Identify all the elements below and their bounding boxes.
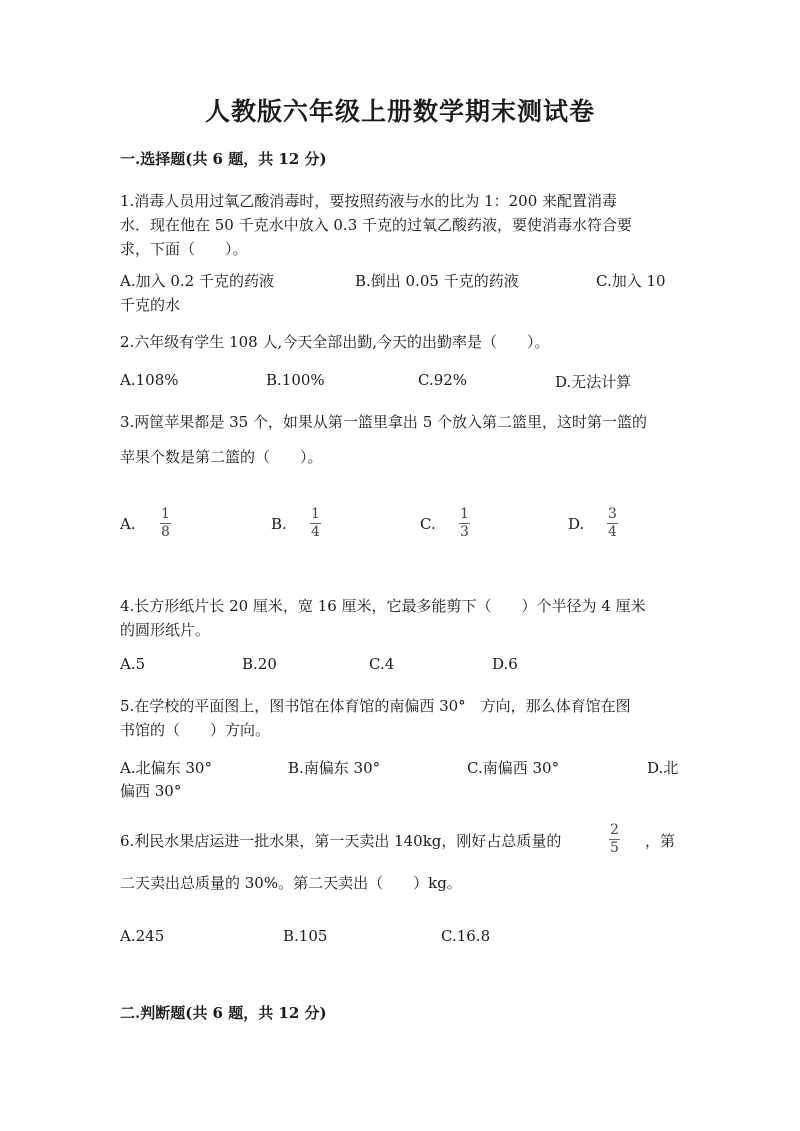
q3-text-line-1: 3.两筐苹果都是 35 个，如果从第一篮里拿出 5 个放入第二篮里，这时第一篮的	[120, 413, 648, 431]
q3-option-b-fraction	[310, 507, 321, 540]
q6-text-line-1-tail: ，第	[645, 832, 676, 850]
q3-option-a-fraction	[160, 507, 171, 540]
fraction-denominator: 4	[311, 524, 320, 540]
q4-option-a: A.5	[120, 655, 146, 673]
q1-text-line-2: 水．现在他在 50 千克水中放入 0.3 千克的过氧乙酸药液，要使消毒水符合要	[120, 216, 633, 234]
section-2-heading: 二.判断题(共 6 题，共 12 分)	[120, 1004, 327, 1022]
q3-text-line-2: 苹果个数是第二篮的（ ）。	[120, 448, 323, 466]
q6-text-line-2: 二天卖出总质量的 30%。第二天卖出（ ）kg。	[120, 874, 462, 892]
q6-option-c: C.16.8	[441, 927, 491, 945]
q2-option-c: C.92%	[418, 371, 468, 389]
q1-option-a: A.加入 0.2 千克的药液	[120, 272, 274, 290]
fraction-numerator: 1	[161, 506, 170, 522]
q1-text-line-3: 求，下面（ ）。	[120, 240, 248, 258]
section-1-heading: 一.选择题(共 6 题，共 12 分)	[120, 150, 327, 168]
q2-text: 2.六年级有学生 108 人,今天全部出勤,今天的出勤率是（ ）。	[120, 333, 550, 351]
q6-option-b: B.105	[283, 927, 328, 945]
q4-text-line-1: 4.长方形纸片长 20 厘米，宽 16 厘米，它最多能剪下（ ）个半径为 4 厘米	[120, 597, 646, 615]
q6-option-a: A.245	[120, 927, 165, 945]
q4-text-line-2: 的圆形纸片。	[120, 621, 211, 639]
page-title: 人教版六年级上册数学期末测试卷	[204, 97, 595, 126]
fraction-numerator: 3	[608, 506, 617, 522]
q3-option-d-fraction	[607, 507, 618, 540]
q2-option-b: B.100%	[266, 371, 325, 389]
q6-text-line-1: 6.利民水果店运进一批水果，第一天卖出 140kg，刚好占总质量的	[120, 832, 562, 850]
q3-option-a-label: A.	[120, 515, 136, 533]
q5-option-d-continued: 偏西 30°	[120, 782, 182, 800]
fraction-numerator: 1	[311, 506, 320, 522]
q1-text-line-1: 1.消毒人员用过氧乙酸消毒时，要按照药液与水的比为 1：200 来配置消毒	[120, 192, 618, 210]
q2-option-d: D.无法计算	[555, 373, 632, 391]
q1-option-b: B.倒出 0.05 千克的药液	[355, 272, 519, 290]
q5-option-a: A.北偏东 30°	[120, 759, 212, 777]
q1-option-c-continued: 千克的水	[120, 296, 181, 314]
q2-option-a: A.108%	[120, 371, 179, 389]
q4-option-b: B.20	[242, 655, 277, 673]
q4-option-c: C.4	[369, 655, 395, 673]
q3-option-c-label: C.	[420, 515, 436, 533]
q3-option-d-label: D.	[568, 515, 585, 533]
q3-option-b-label: B.	[271, 515, 287, 533]
q3-option-c-fraction	[459, 507, 470, 540]
fraction-denominator: 3	[460, 524, 469, 540]
fraction-denominator: 8	[161, 524, 170, 540]
q1-option-c: C.加入 10	[596, 272, 666, 290]
q5-option-c: C.南偏西 30°	[467, 759, 560, 777]
q5-option-d: D.北	[647, 759, 679, 777]
q6-fraction	[609, 823, 620, 856]
fraction-numerator: 1	[460, 506, 469, 522]
q5-text-line-1: 5.在学校的平面图上，图书馆在体育馆的南偏西 30° 方向，那么体育馆在图	[120, 697, 631, 715]
fraction-numerator: 2	[610, 822, 619, 838]
q5-text-line-2: 书馆的（ ）方向。	[120, 721, 271, 739]
q4-option-d: D.6	[492, 655, 518, 673]
fraction-denominator: 4	[608, 524, 617, 540]
q5-option-b: B.南偏东 30°	[288, 759, 381, 777]
fraction-denominator: 5	[610, 840, 619, 856]
